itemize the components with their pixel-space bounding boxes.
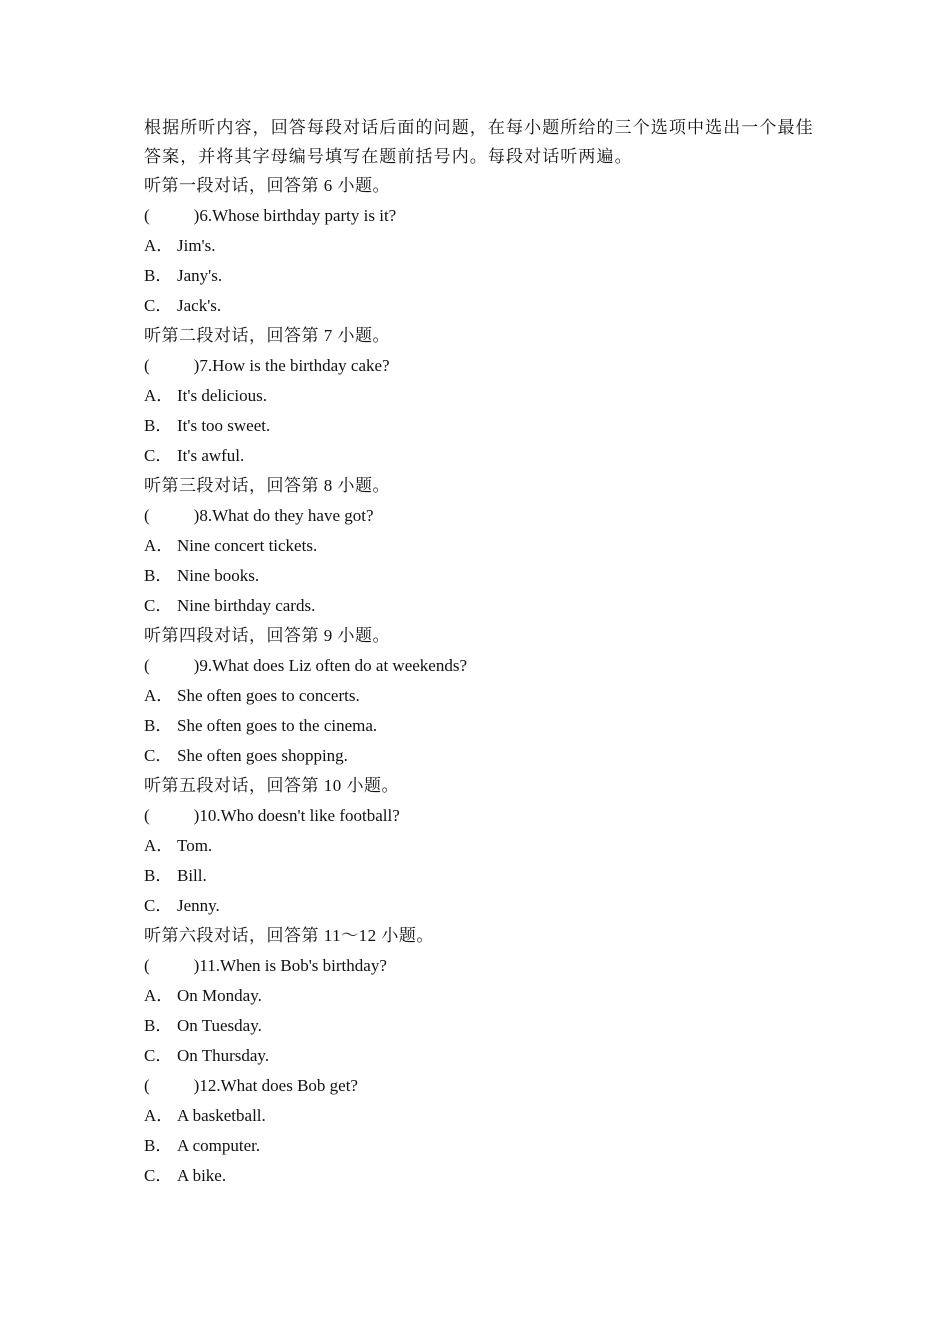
answer-option xyxy=(144,441,814,471)
option-text: Nine birthday cards. xyxy=(177,596,316,615)
section-heading: 听第五段对话，回答第 10 小题。 xyxy=(144,776,399,795)
option-letter: B． xyxy=(144,266,173,285)
question xyxy=(144,1071,814,1101)
option-letter: B． xyxy=(144,716,173,735)
answer-option xyxy=(144,711,814,741)
answer-paren-open: ( xyxy=(144,506,150,525)
answer-paren-open: ( xyxy=(144,206,150,225)
option-text: A basketball. xyxy=(177,1106,266,1125)
question-text: 9.What does Liz often do at weekends? xyxy=(199,656,467,675)
option-text: Bill. xyxy=(177,866,207,885)
answer-option xyxy=(144,831,814,861)
option-letter: A． xyxy=(144,836,174,855)
option-text: A computer. xyxy=(177,1136,261,1155)
answer-option xyxy=(144,1011,814,1041)
answer-paren-close: ) xyxy=(193,206,200,225)
question xyxy=(144,651,814,681)
question xyxy=(144,501,814,531)
question xyxy=(144,201,814,231)
section-heading: 听第二段对话，回答第 7 小题。 xyxy=(144,326,390,345)
option-letter: C． xyxy=(144,1166,173,1185)
answer-option xyxy=(144,561,814,591)
answer-paren-close: ) xyxy=(193,806,200,825)
option-text: It's awful. xyxy=(177,446,245,465)
answer-paren-close: ) xyxy=(193,356,200,375)
question-text: 8.What do they have got? xyxy=(199,506,374,525)
option-text: It's delicious. xyxy=(177,386,267,405)
answer-option xyxy=(144,981,814,1011)
answer-paren-close: ) xyxy=(193,656,200,675)
answer-option xyxy=(144,1161,814,1191)
section-heading: 听第六段对话，回答第 11～12 小题。 xyxy=(144,926,434,945)
answer-option xyxy=(144,891,814,921)
option-text: A bike. xyxy=(177,1166,227,1185)
option-letter: B． xyxy=(144,416,173,435)
option-text: Nine concert tickets. xyxy=(177,536,318,555)
answer-option xyxy=(144,681,814,711)
answer-paren-close: ) xyxy=(193,506,200,525)
option-letter: C． xyxy=(144,446,173,465)
option-letter: B． xyxy=(144,1136,173,1155)
answer-option xyxy=(144,591,814,621)
section-heading: 听第四段对话，回答第 9 小题。 xyxy=(144,626,390,645)
option-letter: C． xyxy=(144,896,173,915)
answer-paren-close: ) xyxy=(193,956,200,975)
document-content xyxy=(144,113,814,1191)
question-text: 12.What does Bob get? xyxy=(199,1076,358,1095)
option-text: It's too sweet. xyxy=(177,416,271,435)
answer-option xyxy=(144,861,814,891)
question xyxy=(144,351,814,381)
option-letter: C． xyxy=(144,296,173,315)
option-text: On Monday. xyxy=(177,986,262,1005)
option-letter: B． xyxy=(144,866,173,885)
answer-option xyxy=(144,531,814,561)
option-text: Jenny. xyxy=(177,896,220,915)
answer-option xyxy=(144,291,814,321)
option-letter: C． xyxy=(144,596,173,615)
option-letter: A． xyxy=(144,236,174,255)
option-letter: B． xyxy=(144,566,173,585)
option-letter: C． xyxy=(144,746,173,765)
question-text: 7.How is the birthday cake? xyxy=(199,356,390,375)
answer-option xyxy=(144,411,814,441)
question-text: 6.Whose birthday party is it? xyxy=(199,206,397,225)
answer-option xyxy=(144,1101,814,1131)
option-letter: C． xyxy=(144,1046,173,1065)
option-text: She often goes to the cinema. xyxy=(177,716,378,735)
answer-option xyxy=(144,261,814,291)
question xyxy=(144,951,814,981)
answer-paren-open: ( xyxy=(144,656,150,675)
option-text: Nine books. xyxy=(177,566,260,585)
question-text: 11.When is Bob's birthday? xyxy=(199,956,387,975)
answer-paren-open: ( xyxy=(144,956,150,975)
answer-paren-close: ) xyxy=(193,1076,200,1095)
option-text: Jany's. xyxy=(177,266,223,285)
answer-paren-open: ( xyxy=(144,806,150,825)
option-text: On Thursday. xyxy=(177,1046,270,1065)
section-heading: 听第三段对话，回答第 8 小题。 xyxy=(144,476,390,495)
answer-paren-open: ( xyxy=(144,356,150,375)
answer-option xyxy=(144,231,814,261)
option-letter: B． xyxy=(144,1016,173,1035)
answer-option xyxy=(144,1131,814,1161)
option-letter: A． xyxy=(144,986,174,1005)
option-letter: A． xyxy=(144,686,174,705)
question xyxy=(144,801,814,831)
option-letter: A． xyxy=(144,386,174,405)
question-text: 10.Who doesn't like football? xyxy=(199,806,400,825)
instructions: 根据所听内容，回答每段对话后面的问题，在每小题所给的三个选项中选出一个最佳答案，并将其字母编号填写在题前括号内。每段对话听两遍。 xyxy=(144,118,814,166)
option-letter: A． xyxy=(144,536,174,555)
answer-option xyxy=(144,381,814,411)
section-heading: 听第一段对话，回答第 6 小题。 xyxy=(144,176,390,195)
answer-paren-open: ( xyxy=(144,1076,150,1095)
answer-option xyxy=(144,741,814,771)
option-letter: A． xyxy=(144,1106,174,1125)
answer-option xyxy=(144,1041,814,1071)
option-text: Jim's. xyxy=(177,236,216,255)
option-text: Jack's. xyxy=(177,296,222,315)
option-text: On Tuesday. xyxy=(177,1016,262,1035)
option-text: She often goes to concerts. xyxy=(177,686,360,705)
option-text: Tom. xyxy=(177,836,213,855)
option-text: She often goes shopping. xyxy=(177,746,348,765)
